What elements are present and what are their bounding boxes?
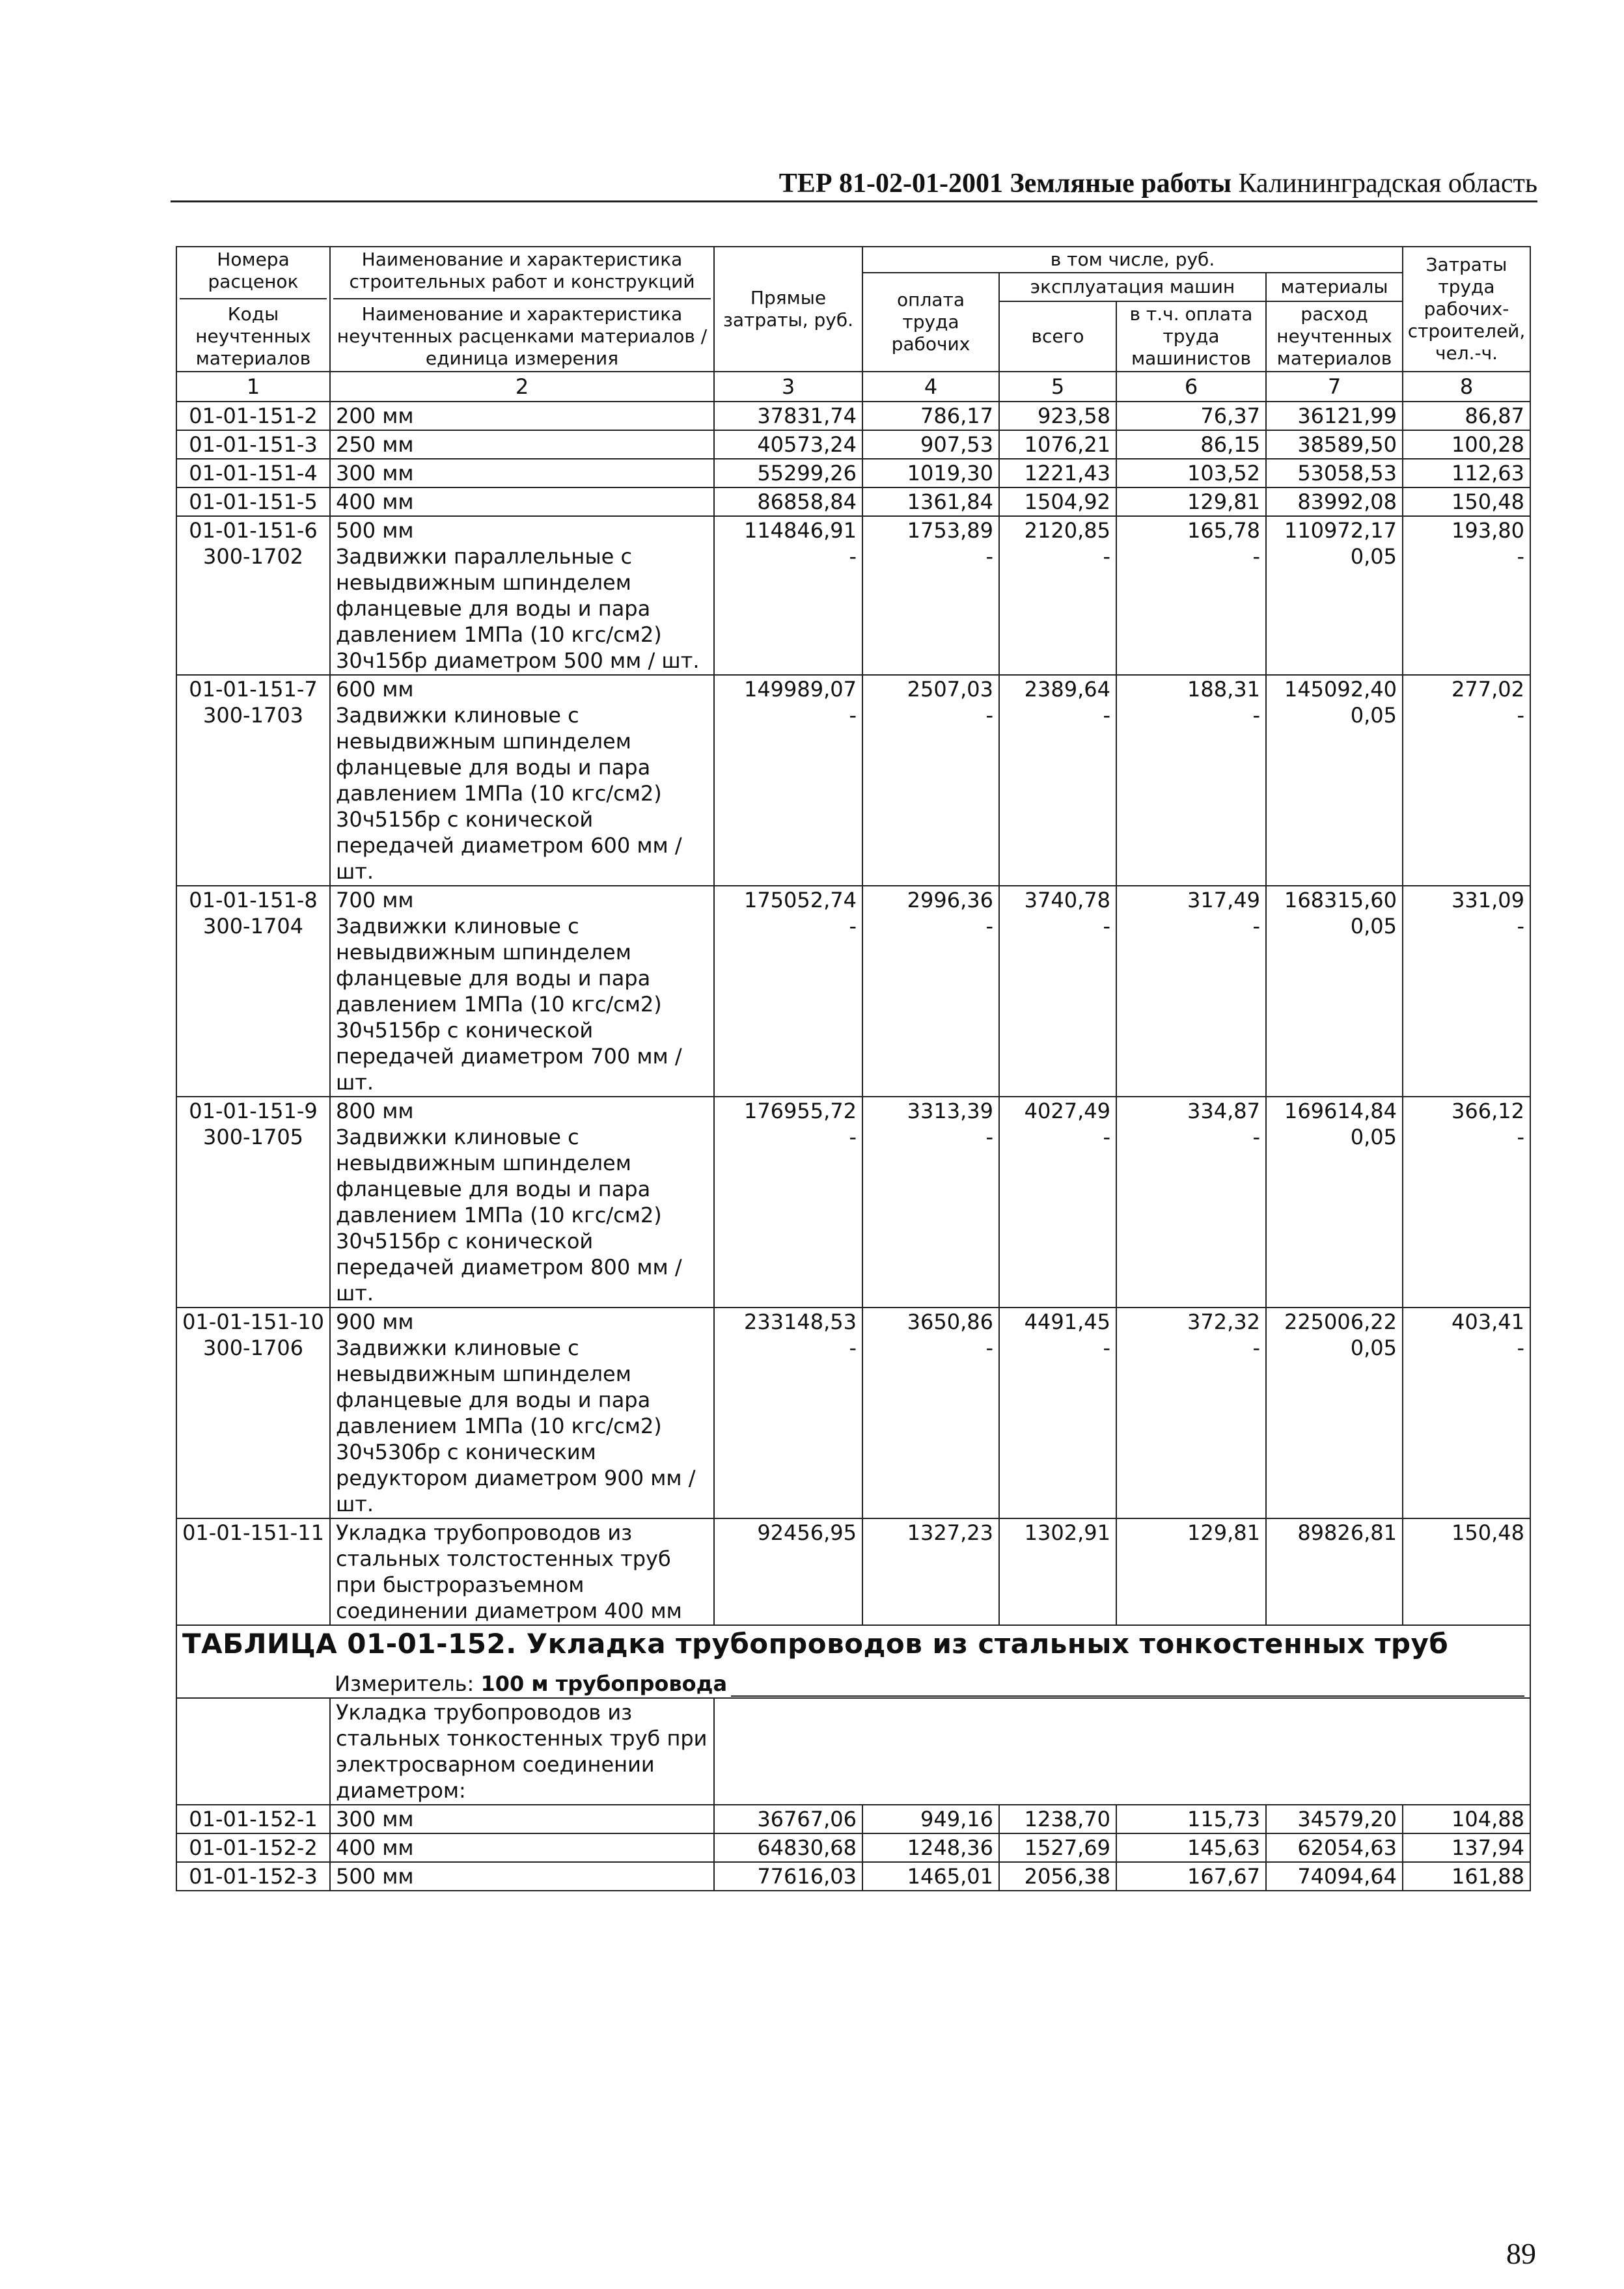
- value-direct: 175052,74: [743, 888, 857, 912]
- name-cell: [330, 1097, 714, 1308]
- material-name: Задвижки клиновые с невыдвижным шпинделем фланцевые для воды и пара давлением 1МПа (10 кгс/см2) 30ч515бр с конической передачей диаметром 600 мм / шт.: [336, 703, 682, 884]
- value-mach-labor: 165,78: [1187, 518, 1260, 543]
- value-mach: 1076,21: [999, 430, 1116, 459]
- value-cell: [1116, 886, 1266, 1097]
- value-direct: 114846,91: [743, 518, 857, 543]
- work-name: 250 мм: [330, 430, 714, 459]
- value-mach: 1238,70: [999, 1805, 1116, 1833]
- head-labor: оплата труда рабочих: [862, 273, 999, 372]
- table-152-intro-row: [176, 1698, 1530, 1805]
- material-quantity: 0,05: [1350, 914, 1397, 939]
- value-labor: 1753,89: [907, 518, 993, 543]
- value-mat: 89826,81: [1266, 1518, 1403, 1625]
- value-mach: 1221,43: [999, 459, 1116, 487]
- value-mach-labor: 145,63: [1116, 1833, 1266, 1862]
- value-cell: [1116, 516, 1266, 675]
- header-code: ТЕР 81-02-01-2001: [778, 169, 1003, 199]
- value-cell: [862, 886, 999, 1097]
- material-quantity: 0,05: [1350, 544, 1397, 569]
- value-labor: 2507,03: [907, 677, 993, 702]
- material-code: 300-1706: [202, 1336, 304, 1360]
- rate-code: 01-01-151-6: [189, 518, 318, 543]
- column-number: 4: [862, 372, 999, 402]
- value-mach: 1302,91: [999, 1518, 1116, 1625]
- value-labor: 907,53: [862, 430, 999, 459]
- group-intro: Укладка трубопроводов из стальных тонкостенных труб при электросварном соединении диаметром:: [330, 1698, 714, 1805]
- value-direct: 37831,74: [714, 402, 862, 430]
- value-mat: 62054,63: [1266, 1833, 1403, 1862]
- dash: -: [1252, 914, 1260, 939]
- value-direct: 36767,06: [714, 1805, 862, 1833]
- head-code: [176, 247, 330, 372]
- head-materials: материалы: [1266, 273, 1403, 301]
- value-labor: 1465,01: [862, 1862, 999, 1891]
- head-name: [330, 247, 714, 372]
- table-row-with-material: [176, 886, 1530, 1097]
- table-row: [176, 1833, 1530, 1862]
- value-mat: 83992,08: [1266, 487, 1403, 516]
- value-mach-labor: 129,81: [1116, 1518, 1266, 1625]
- head-including: в том числе, руб.: [862, 247, 1403, 273]
- column-number: 7: [1266, 372, 1403, 402]
- value-mat: 53058,53: [1266, 459, 1403, 487]
- value-mach-labor: 188,31: [1187, 677, 1260, 702]
- value-cell: [862, 516, 999, 675]
- value-cell: [862, 675, 999, 886]
- value-hours: 193,80: [1452, 518, 1524, 543]
- value-cell: [1403, 516, 1530, 675]
- material-quantity: 0,05: [1350, 1125, 1397, 1149]
- value-mach-labor: 334,87: [1187, 1099, 1260, 1123]
- value-hours: 100,28: [1403, 430, 1530, 459]
- dash: -: [985, 1336, 993, 1360]
- work-name: 200 мм: [330, 402, 714, 430]
- value-cell: [1116, 1308, 1266, 1518]
- measure-label: Измеритель:: [335, 1671, 481, 1696]
- column-numbers-row: [176, 372, 1530, 402]
- head-code-bottom: Коды неучтенных материалов: [195, 303, 311, 369]
- work-name: 400 мм: [330, 487, 714, 516]
- value-labor: 949,16: [862, 1805, 999, 1833]
- value-mach-labor: 115,73: [1116, 1805, 1266, 1833]
- table-row: [176, 430, 1530, 459]
- value-mach-labor: 86,15: [1116, 430, 1266, 459]
- dash: -: [849, 1125, 857, 1149]
- value-mat: 38589,50: [1266, 430, 1403, 459]
- material-name: Задвижки клиновые с невыдвижным шпинделем фланцевые для воды и пара давлением 1МПа (10 кгс/см2) 30ч515бр с конической передачей диаметром 800 мм / шт.: [336, 1125, 682, 1306]
- rate-code: 01-01-151-3: [176, 430, 330, 459]
- value-direct: 86858,84: [714, 487, 862, 516]
- rate-code: 01-01-151-10: [182, 1309, 324, 1334]
- value-mach-labor: 129,81: [1116, 487, 1266, 516]
- head-name-bottom: Наименование и характеристика неучтенных расценками материалов / единица измерения: [337, 303, 708, 369]
- value-direct: 149989,07: [743, 677, 857, 702]
- material-name: Задвижки параллельные с невыдвижным шпинделем фланцевые для воды и пара давлением 1МПа (10 кгс/см2) 30ч15бр диаметром 500 мм / шт.: [336, 544, 700, 673]
- header-rule: [171, 200, 1537, 202]
- value-cell: [714, 1308, 862, 1518]
- name-cell: [330, 516, 714, 675]
- table-row-with-material: [176, 1308, 1530, 1518]
- dash: -: [985, 703, 993, 728]
- header-region: Калининградская область: [1238, 169, 1537, 199]
- rate-code-cell: [176, 1097, 330, 1308]
- value-mach: 923,58: [999, 402, 1116, 430]
- work-name: Укладка трубопроводов из стальных толстостенных труб при быстроразъемном соединении диаметром 400 мм: [330, 1518, 714, 1625]
- value-mat: 110972,17: [1284, 518, 1397, 543]
- value-hours: 161,88: [1403, 1862, 1530, 1891]
- table-body: [176, 247, 1530, 1891]
- value-cell: [714, 886, 862, 1097]
- value-labor: 3650,86: [907, 1309, 993, 1334]
- table-row: [176, 459, 1530, 487]
- rate-code: 01-01-152-3: [176, 1862, 330, 1891]
- rates-table: [176, 246, 1531, 1891]
- work-name: 900 мм: [336, 1309, 414, 1334]
- head-direct: Прямые затраты, руб.: [714, 247, 862, 372]
- table-row-with-material: [176, 675, 1530, 886]
- value-cell: [1403, 886, 1530, 1097]
- value-hours: 331,09: [1452, 888, 1524, 912]
- value-cell: [999, 516, 1116, 675]
- table-row: [176, 1862, 1530, 1891]
- value-mat: 145092,40: [1284, 677, 1397, 702]
- dash: -: [1517, 703, 1524, 728]
- value-cell: [1116, 675, 1266, 886]
- head-mat-use: расход неучтенных материалов: [1266, 301, 1403, 372]
- value-labor: 1248,36: [862, 1833, 999, 1862]
- running-header: [171, 168, 1537, 200]
- value-cell: [714, 1097, 862, 1308]
- rate-code: 01-01-151-9: [189, 1099, 318, 1123]
- rate-code: 01-01-151-2: [176, 402, 330, 430]
- value-labor: 1019,30: [862, 459, 999, 487]
- value-direct: 176955,72: [743, 1099, 857, 1123]
- value-mat: 169614,84: [1284, 1099, 1397, 1123]
- column-number: 6: [1116, 372, 1266, 402]
- value-hours: 403,41: [1452, 1309, 1524, 1334]
- dash: -: [1517, 544, 1524, 569]
- table-row: [176, 402, 1530, 430]
- value-cell: [999, 886, 1116, 1097]
- head-machines: эксплуатация машин: [999, 273, 1266, 301]
- value-direct: 64830,68: [714, 1833, 862, 1862]
- value-mat: 168315,60: [1284, 888, 1397, 912]
- value-labor: 3313,39: [907, 1099, 993, 1123]
- work-name: 500 мм: [330, 1862, 714, 1891]
- value-mach: 4027,49: [1024, 1099, 1110, 1123]
- value-labor: 1361,84: [862, 487, 999, 516]
- dash: -: [1103, 544, 1110, 569]
- value-direct: 40573,24: [714, 430, 862, 459]
- value-direct: 92456,95: [714, 1518, 862, 1625]
- rate-code-cell: [176, 516, 330, 675]
- value-labor: 786,17: [862, 402, 999, 430]
- value-mach-labor: 76,37: [1116, 402, 1266, 430]
- column-number: 2: [330, 372, 714, 402]
- value-cell: [1266, 516, 1403, 675]
- dash: -: [1103, 703, 1110, 728]
- work-name: 800 мм: [336, 1099, 414, 1123]
- work-name: 700 мм: [336, 888, 414, 912]
- head-name-top: Наименование и характеристика строительных работ и конструкций: [349, 249, 695, 292]
- column-number: 1: [176, 372, 330, 402]
- dash: -: [849, 544, 857, 569]
- value-direct: 77616,03: [714, 1862, 862, 1891]
- table-152-title-cell: [176, 1625, 1530, 1698]
- rate-code: 01-01-151-8: [189, 888, 318, 912]
- column-number: 3: [714, 372, 862, 402]
- value-hours: 112,63: [1403, 459, 1530, 487]
- value-cell: [714, 516, 862, 675]
- rate-code: 01-01-151-4: [176, 459, 330, 487]
- dash: -: [985, 1125, 993, 1149]
- value-cell: [862, 1308, 999, 1518]
- rate-code: 01-01-151-7: [189, 677, 318, 702]
- work-name: 600 мм: [336, 677, 414, 702]
- dash: -: [849, 914, 857, 939]
- value-mach-labor: 317,49: [1187, 888, 1260, 912]
- value-mach-labor: 167,67: [1116, 1862, 1266, 1891]
- dash: -: [1103, 914, 1110, 939]
- table-row: [176, 487, 1530, 516]
- value-mach: 1527,69: [999, 1833, 1116, 1862]
- dash: -: [849, 703, 857, 728]
- value-hours: 366,12: [1452, 1099, 1524, 1123]
- column-number: 8: [1403, 372, 1530, 402]
- measure-rule: [731, 1693, 1524, 1697]
- dash: -: [1252, 1125, 1260, 1149]
- table-row-with-material: [176, 1097, 1530, 1308]
- value-mach: 2056,38: [999, 1862, 1116, 1891]
- rate-code-cell: [176, 1308, 330, 1518]
- header-section: Земляные работы: [1010, 169, 1232, 199]
- material-code: 300-1703: [202, 703, 304, 728]
- dash: -: [1252, 1336, 1260, 1360]
- rate-code: 01-01-151-11: [176, 1518, 330, 1625]
- dash: -: [1103, 1336, 1110, 1360]
- value-cell: [1266, 1097, 1403, 1308]
- work-name: 400 мм: [330, 1833, 714, 1862]
- value-cell: [999, 1097, 1116, 1308]
- value-mach: 3740,78: [1024, 888, 1110, 912]
- name-cell: [330, 675, 714, 886]
- head-divider: [333, 298, 711, 299]
- value-cell: [999, 675, 1116, 886]
- material-quantity: 0,05: [1350, 703, 1397, 728]
- dash: -: [1517, 1125, 1524, 1149]
- table-row: [176, 1518, 1530, 1625]
- value-mat: 34579,20: [1266, 1805, 1403, 1833]
- head-divider: [180, 298, 327, 299]
- value-hours: 137,94: [1403, 1833, 1530, 1862]
- value-cell: [1266, 886, 1403, 1097]
- value-mach: 2389,64: [1024, 677, 1110, 702]
- value-hours: 104,88: [1403, 1805, 1530, 1833]
- material-code: 300-1702: [202, 544, 304, 569]
- table-head-row-1: [176, 247, 1530, 273]
- value-cell: [1403, 675, 1530, 886]
- head-mach-labor: в т.ч. оплата труда машинистов: [1116, 301, 1266, 372]
- work-name: 300 мм: [330, 1805, 714, 1833]
- value-mat: 36121,99: [1266, 402, 1403, 430]
- value-cell: [1403, 1097, 1530, 1308]
- dash: -: [1103, 1125, 1110, 1149]
- dash: -: [1252, 703, 1260, 728]
- value-mat: 225006,22: [1284, 1309, 1397, 1334]
- value-cell: [1266, 1308, 1403, 1518]
- value-mach: 1504,92: [999, 487, 1116, 516]
- table-152-title: ТАБЛИЦА 01-01-152. Укладка трубопроводов из стальных тонкостенных труб: [182, 1628, 1449, 1660]
- value-cell: [1403, 1308, 1530, 1518]
- rate-code-cell: [176, 675, 330, 886]
- value-direct: 233148,53: [743, 1309, 857, 1334]
- work-name: 300 мм: [330, 459, 714, 487]
- head-hours: Затраты труда рабочих-строителей, чел.-ч.: [1403, 247, 1530, 372]
- column-number: 5: [999, 372, 1116, 402]
- head-code-top: Номера расценок: [208, 249, 299, 292]
- value-hours: 150,48: [1403, 1518, 1530, 1625]
- name-cell: [330, 886, 714, 1097]
- value-cell: [1266, 675, 1403, 886]
- dash: -: [849, 1336, 857, 1360]
- material-name: Задвижки клиновые с невыдвижным шпинделем фланцевые для воды и пара давлением 1МПа (10 кгс/см2) 30ч515бр с конической передачей диаметром 700 мм / шт.: [336, 914, 682, 1095]
- measure-line: [335, 1671, 1524, 1697]
- rate-code: 01-01-151-5: [176, 487, 330, 516]
- value-hours: 277,02: [1452, 677, 1524, 702]
- table-152-title-row: [176, 1625, 1530, 1698]
- measure-value: 100 м трубопровода: [480, 1671, 728, 1696]
- value-labor: 1327,23: [862, 1518, 999, 1625]
- value-hours: 86,87: [1403, 402, 1530, 430]
- dash: -: [1517, 914, 1524, 939]
- material-name: Задвижки клиновые с невыдвижным шпинделем фланцевые для воды и пара давлением 1МПа (10 кгс/см2) 30ч530бр с коническим редуктором диаметром 900 мм / шт.: [336, 1336, 696, 1516]
- value-mach-labor: 372,32: [1187, 1309, 1260, 1334]
- value-mat: 74094,64: [1266, 1862, 1403, 1891]
- value-mach-labor: 103,52: [1116, 459, 1266, 487]
- value-mach: 4491,45: [1024, 1309, 1110, 1334]
- head-mach-total: всего: [999, 301, 1116, 372]
- value-cell: [862, 1097, 999, 1308]
- dash: -: [985, 914, 993, 939]
- rate-code: 01-01-152-1: [176, 1805, 330, 1833]
- value-cell: [999, 1308, 1116, 1518]
- value-cell: [1116, 1097, 1266, 1308]
- rate-code-cell: [176, 886, 330, 1097]
- dash: -: [985, 544, 993, 569]
- table-row-with-material: [176, 516, 1530, 675]
- value-labor: 2996,36: [907, 888, 993, 912]
- dash: -: [1252, 544, 1260, 569]
- rate-code: 01-01-152-2: [176, 1833, 330, 1862]
- empty-cell: [714, 1698, 1530, 1805]
- page-number: 89: [1506, 2237, 1536, 2270]
- value-mach: 2120,85: [1024, 518, 1110, 543]
- material-code: 300-1705: [202, 1125, 304, 1149]
- value-cell: [714, 675, 862, 886]
- material-quantity: 0,05: [1350, 1336, 1397, 1360]
- name-cell: [330, 1308, 714, 1518]
- value-hours: 150,48: [1403, 487, 1530, 516]
- table-row: [176, 1805, 1530, 1833]
- work-name: 500 мм: [336, 518, 414, 543]
- dash: -: [1517, 1336, 1524, 1360]
- value-direct: 55299,26: [714, 459, 862, 487]
- empty-cell: [176, 1698, 330, 1805]
- material-code: 300-1704: [202, 914, 304, 939]
